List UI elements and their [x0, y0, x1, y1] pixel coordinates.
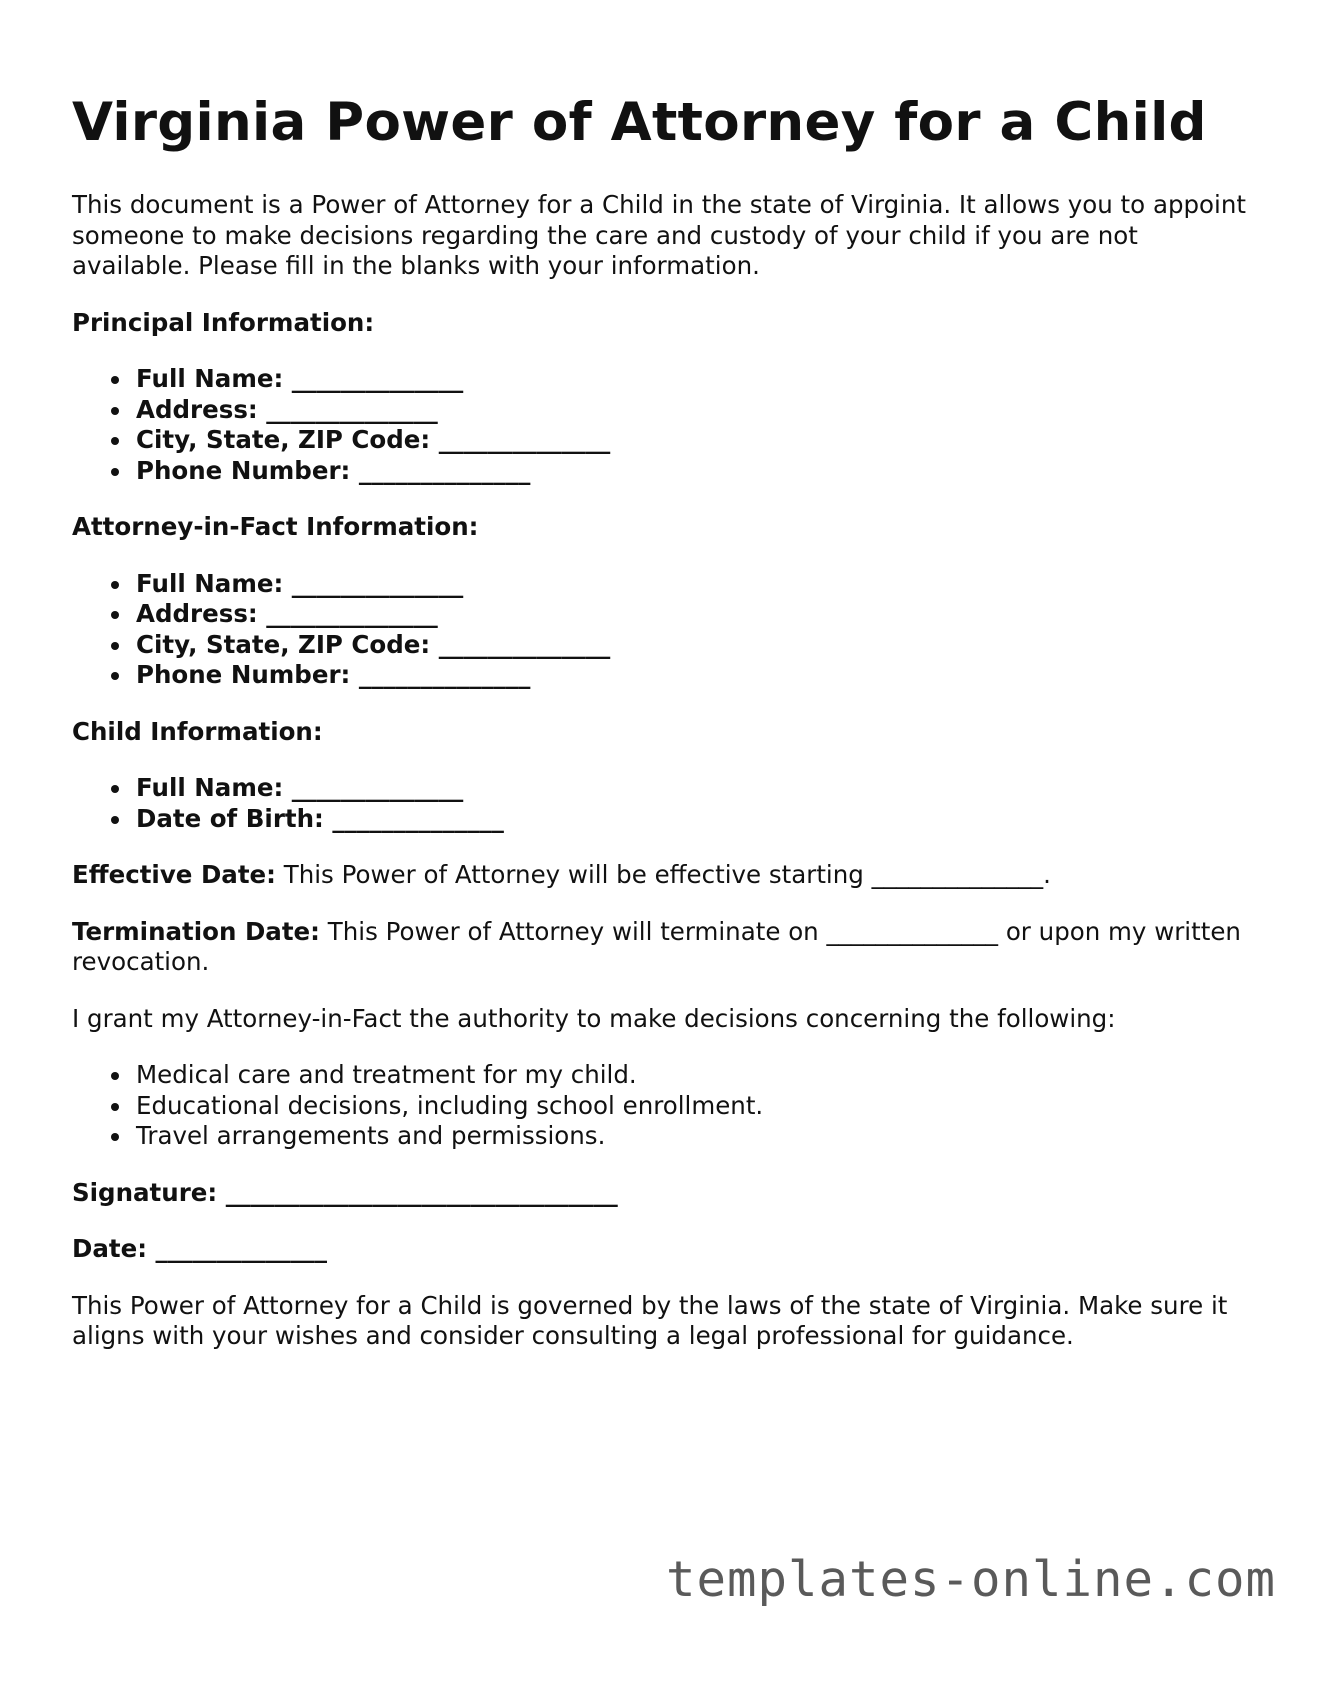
field-label: City, State, ZIP Code: [136, 425, 431, 454]
list-item [136, 569, 1252, 600]
field-blank[interactable]: ______________ [332, 803, 504, 833]
field-blank[interactable]: ______________ [358, 455, 531, 485]
termination-date-text: This Power of Attorney will terminate on [327, 916, 819, 946]
watermark: templates-online.com [665, 1551, 1276, 1608]
field-label: Date of Birth: [136, 803, 324, 833]
field-blank[interactable]: ______________ [291, 568, 464, 598]
date-line [72, 1234, 1252, 1265]
field-label: Phone Number: [136, 660, 351, 689]
signature-line [72, 1178, 1252, 1209]
field-label: Full Name: [136, 568, 284, 598]
effective-date-label: Effective Date: [72, 860, 276, 889]
signature-blank[interactable]: ________________________________ [225, 1177, 618, 1207]
list-item: Educational decisions, including school enrollment. [136, 1091, 1252, 1122]
grant-intro: I grant my Attorney-in-Fact the authority to make decisions concerning the following: [72, 1003, 1116, 1033]
field-label: Full Name: [136, 364, 284, 393]
effective-date-paragraph [72, 860, 1252, 891]
child-fields-list [72, 773, 1252, 834]
field-blank[interactable]: ______________ [438, 629, 611, 659]
termination-date-label: Termination Date: [72, 916, 320, 946]
attorney-fields-list [72, 569, 1252, 691]
date-label: Date: [72, 1234, 147, 1263]
principal-heading: Principal Information: [72, 307, 375, 337]
field-label: Full Name: [136, 773, 284, 802]
field-blank[interactable]: ______________ [266, 394, 438, 424]
termination-date-tail: or upon my written revocation. [72, 916, 1241, 976]
attorney-heading: Attorney-in-Fact Information: [72, 512, 479, 541]
list-item [136, 773, 1252, 804]
list-item [136, 364, 1252, 395]
field-blank[interactable]: ______________ [358, 660, 531, 689]
field-blank[interactable]: ______________ [438, 425, 611, 454]
intro-paragraph: This document is a Power of Attorney for a Child in the state of Virginia. It allows you to appoint someone to make decisions regarding the care and custody of your child if you are not available. Please fill in the blanks with your information. [72, 190, 1246, 280]
child-heading: Child Information: [72, 716, 323, 746]
field-label: City, State, ZIP Code: [136, 629, 431, 659]
list-item [136, 395, 1252, 426]
field-blank[interactable]: ______________ [266, 599, 438, 628]
field-blank[interactable]: ______________ [291, 773, 464, 802]
grants-list [72, 1060, 1252, 1152]
field-label: Phone Number: [136, 455, 351, 485]
list-item [136, 599, 1252, 630]
signature-label: Signature: [72, 1177, 218, 1207]
principal-fields-list [72, 364, 1252, 486]
page-title: Virginia Power of Attorney for a Child [72, 92, 1207, 153]
termination-date-blank[interactable]: ______________ [826, 916, 999, 946]
closing-paragraph: This Power of Attorney for a Child is governed by the laws of the state of Virginia. Make sure it aligns with your wishes and consider consulting a legal professional for guidance. [72, 1290, 1228, 1350]
field-label: Address: [136, 394, 258, 424]
list-item [136, 425, 1252, 456]
list-item [136, 660, 1252, 691]
date-blank[interactable]: ______________ [155, 1234, 328, 1263]
field-blank[interactable]: ______________ [291, 364, 464, 393]
effective-date-text: This Power of Attorney will be effective starting [283, 860, 864, 889]
termination-date-paragraph [72, 917, 1252, 978]
effective-date-period: . [1043, 860, 1051, 889]
list-item [136, 804, 1252, 835]
list-item: Medical care and treatment for my child. [136, 1060, 1252, 1091]
document-page [72, 84, 1252, 1378]
effective-date-blank[interactable]: ______________ [871, 860, 1044, 889]
list-item [136, 630, 1252, 661]
list-item [136, 456, 1252, 487]
list-item: Travel arrangements and permissions. [136, 1121, 1252, 1152]
field-label: Address: [136, 599, 258, 628]
